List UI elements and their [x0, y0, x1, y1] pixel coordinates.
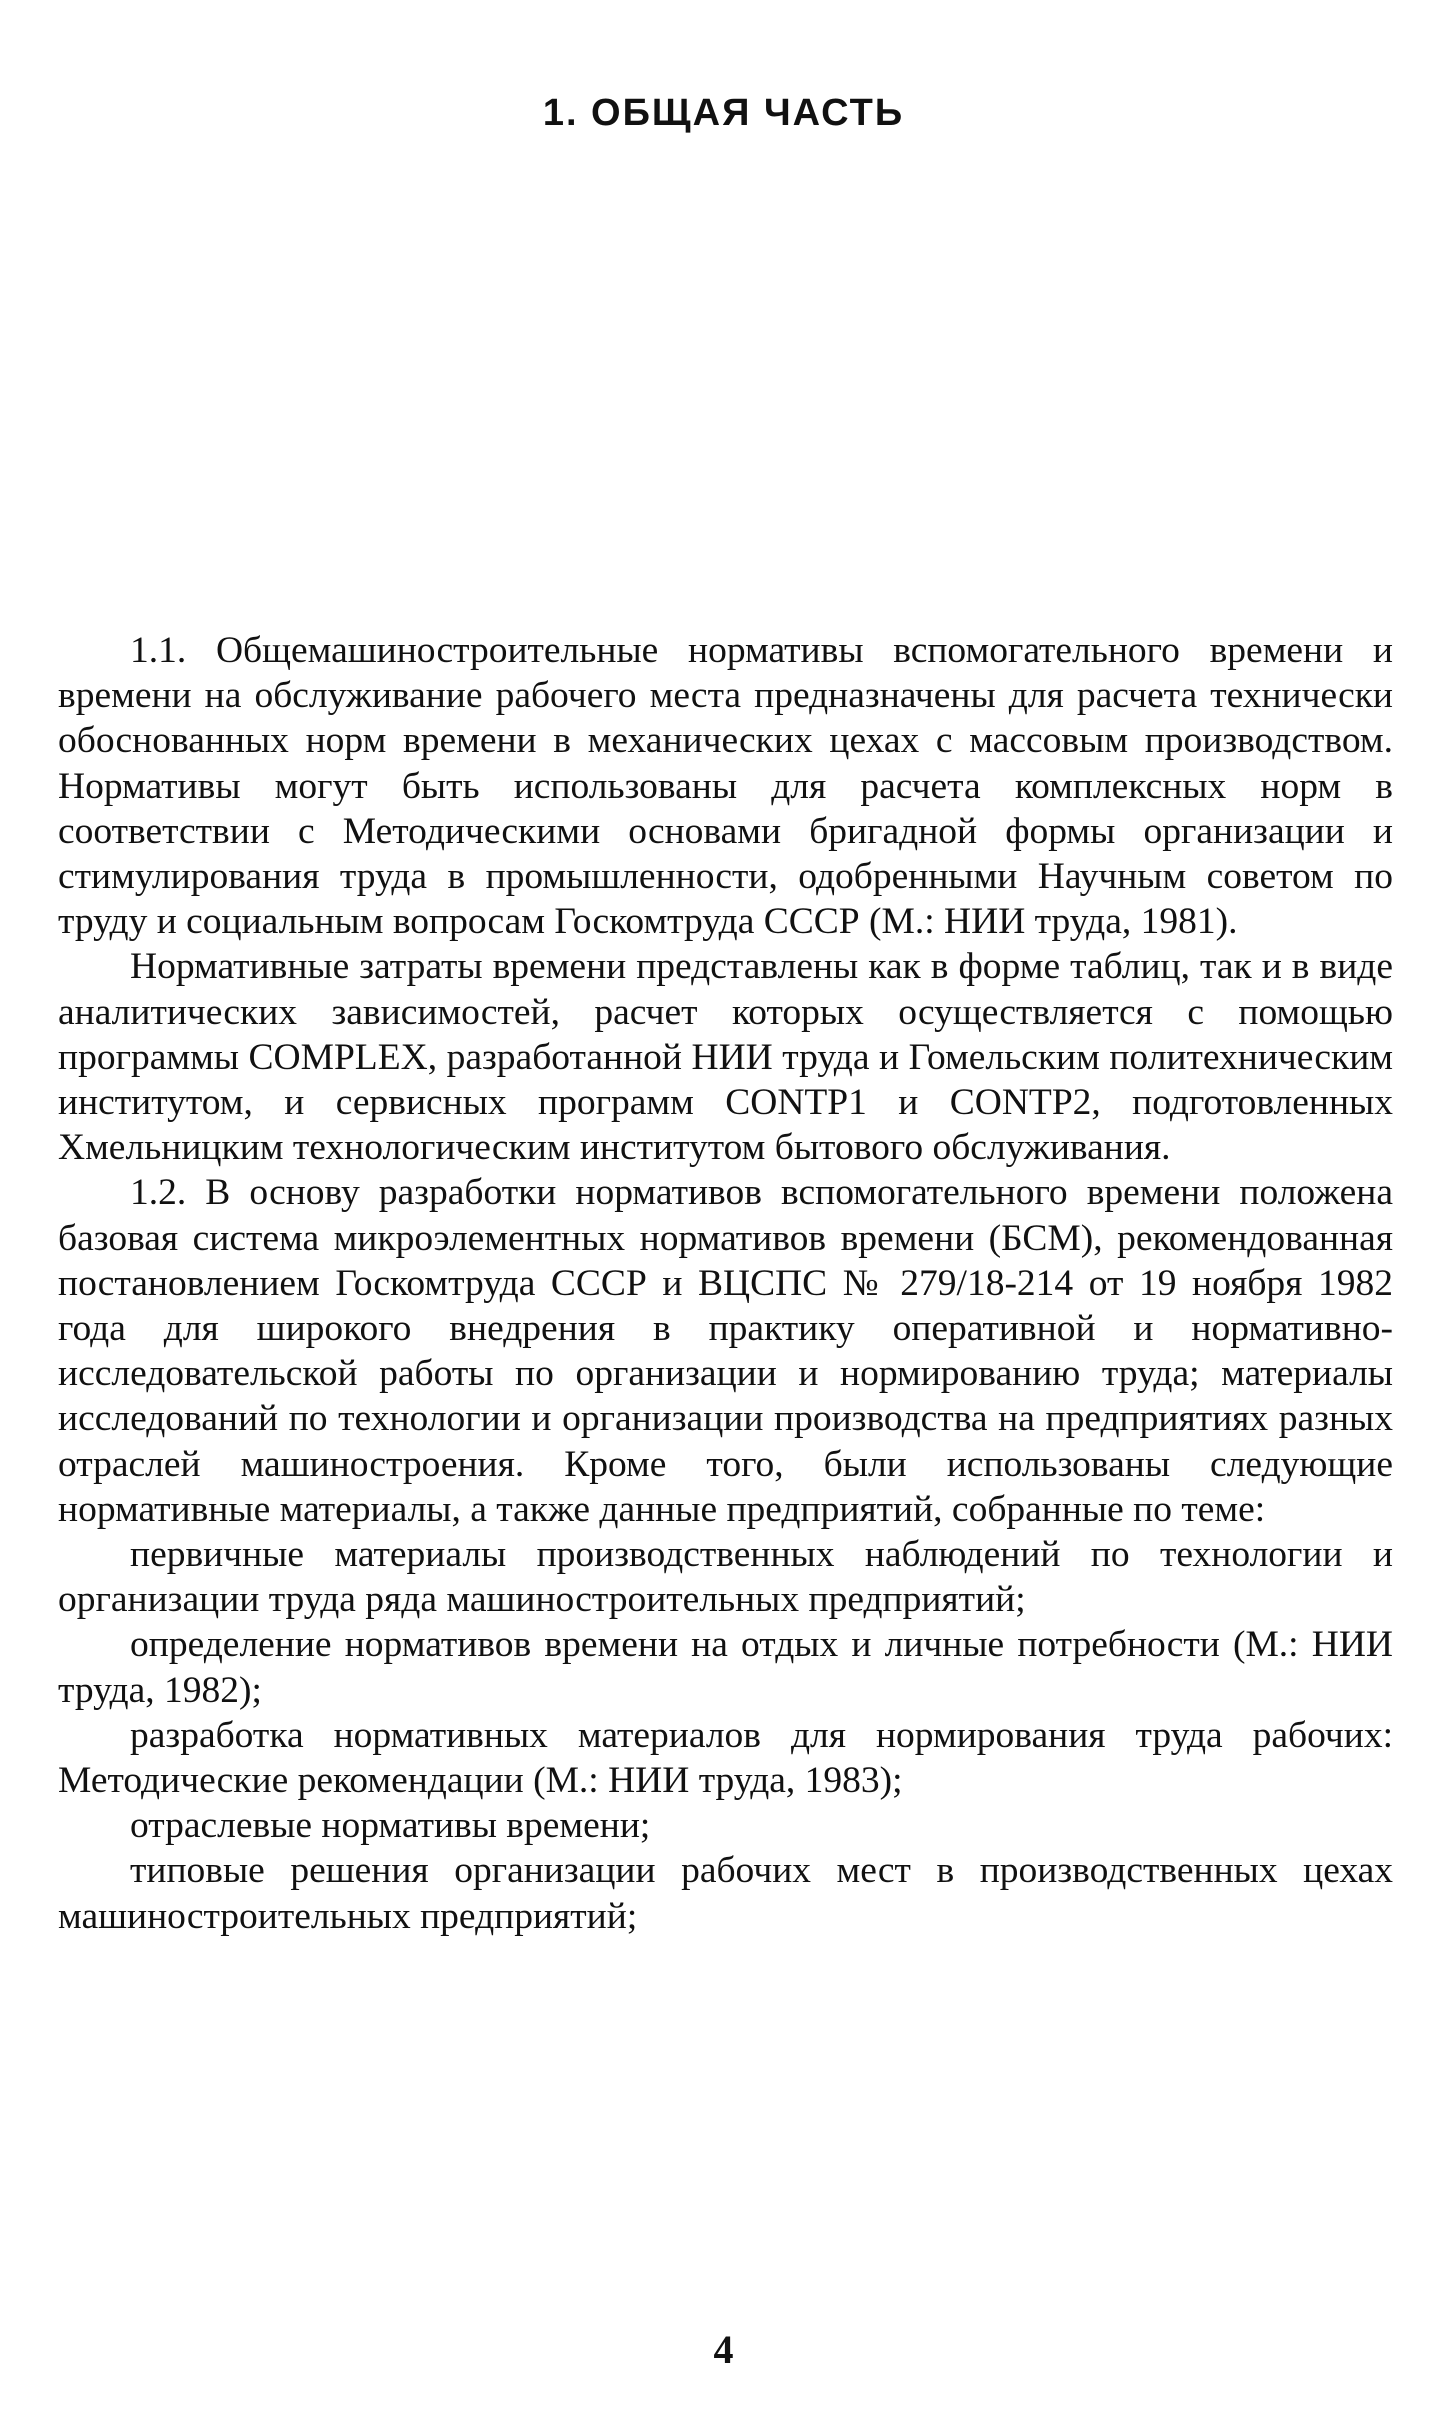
body-text	[58, 628, 1393, 1939]
paragraph-1-2: 1.2. В основу разработки нормативов вспомогательного времени положена базовая система микроэлементных нормативов времени (БСМ), рекомендованная постановлением Госкомтруда СССР и ВЦСПС № 279/18-214 от 19 ноября 1982 года для широкого внедрения в практику оперативной и нормативно-исследовательской работы по организации и нормированию труда; материалы исследований по технологии и организации производства на предприятиях разных отраслей машиностроения. Кроме того, были использованы следующие нормативные материалы, а также данные предприятий, собранные по теме:	[58, 1172, 1393, 1530]
list-item: типовые решения организации рабочих мест в производственных цехах машиностроительных предприятий;	[58, 1850, 1393, 1937]
list-item: отраслевые нормативы времени;	[130, 1805, 651, 1847]
page-number: 4	[713, 2327, 734, 2372]
list-item: разработка нормативных материалов для нормирования труда рабочих: Методические рекомендации (М.: НИИ труда, 1983);	[58, 1714, 1393, 1802]
section-heading: 1. ОБЩАЯ ЧАСТЬ	[542, 92, 905, 134]
paragraph-normative-costs: Нормативные затраты времени представлены как в форме таблиц, так и в виде аналитических зависимостей, расчет которых осуществляется с помощью программы COMPLEX, разработанной НИИ труда и Гомельским политехническим институтом, и сервисных программ CONTP1 и CONTP2, подготовленных Хмельницким технологическим институтом бытового обслуживания.	[58, 946, 1393, 1169]
list-item: определение нормативов времени на отдых и личные потребности (М.: НИИ труда, 1982);	[58, 1624, 1393, 1711]
paragraph-1-1: 1.1. Общемашиностроительные нормативы вспомогательного времени и времени на обслуживание рабочего места предназначены для расчета технически обоснованных норм времени в механических цехах с массовым производством. Нормативы могут быть использованы для расчета комплексных норм в соответствии с Методическими основами бригадной формы организации и стимулирования труда в промышленности, одобренными Научным советом по труду и социальным вопросам Госкомтруда СССР (М.: НИИ труда, 1981).	[58, 630, 1393, 943]
list-item: первичные материалы производственных наблюдений по технологии и организации труда ряда машиностроительных предприятий;	[58, 1534, 1393, 1621]
